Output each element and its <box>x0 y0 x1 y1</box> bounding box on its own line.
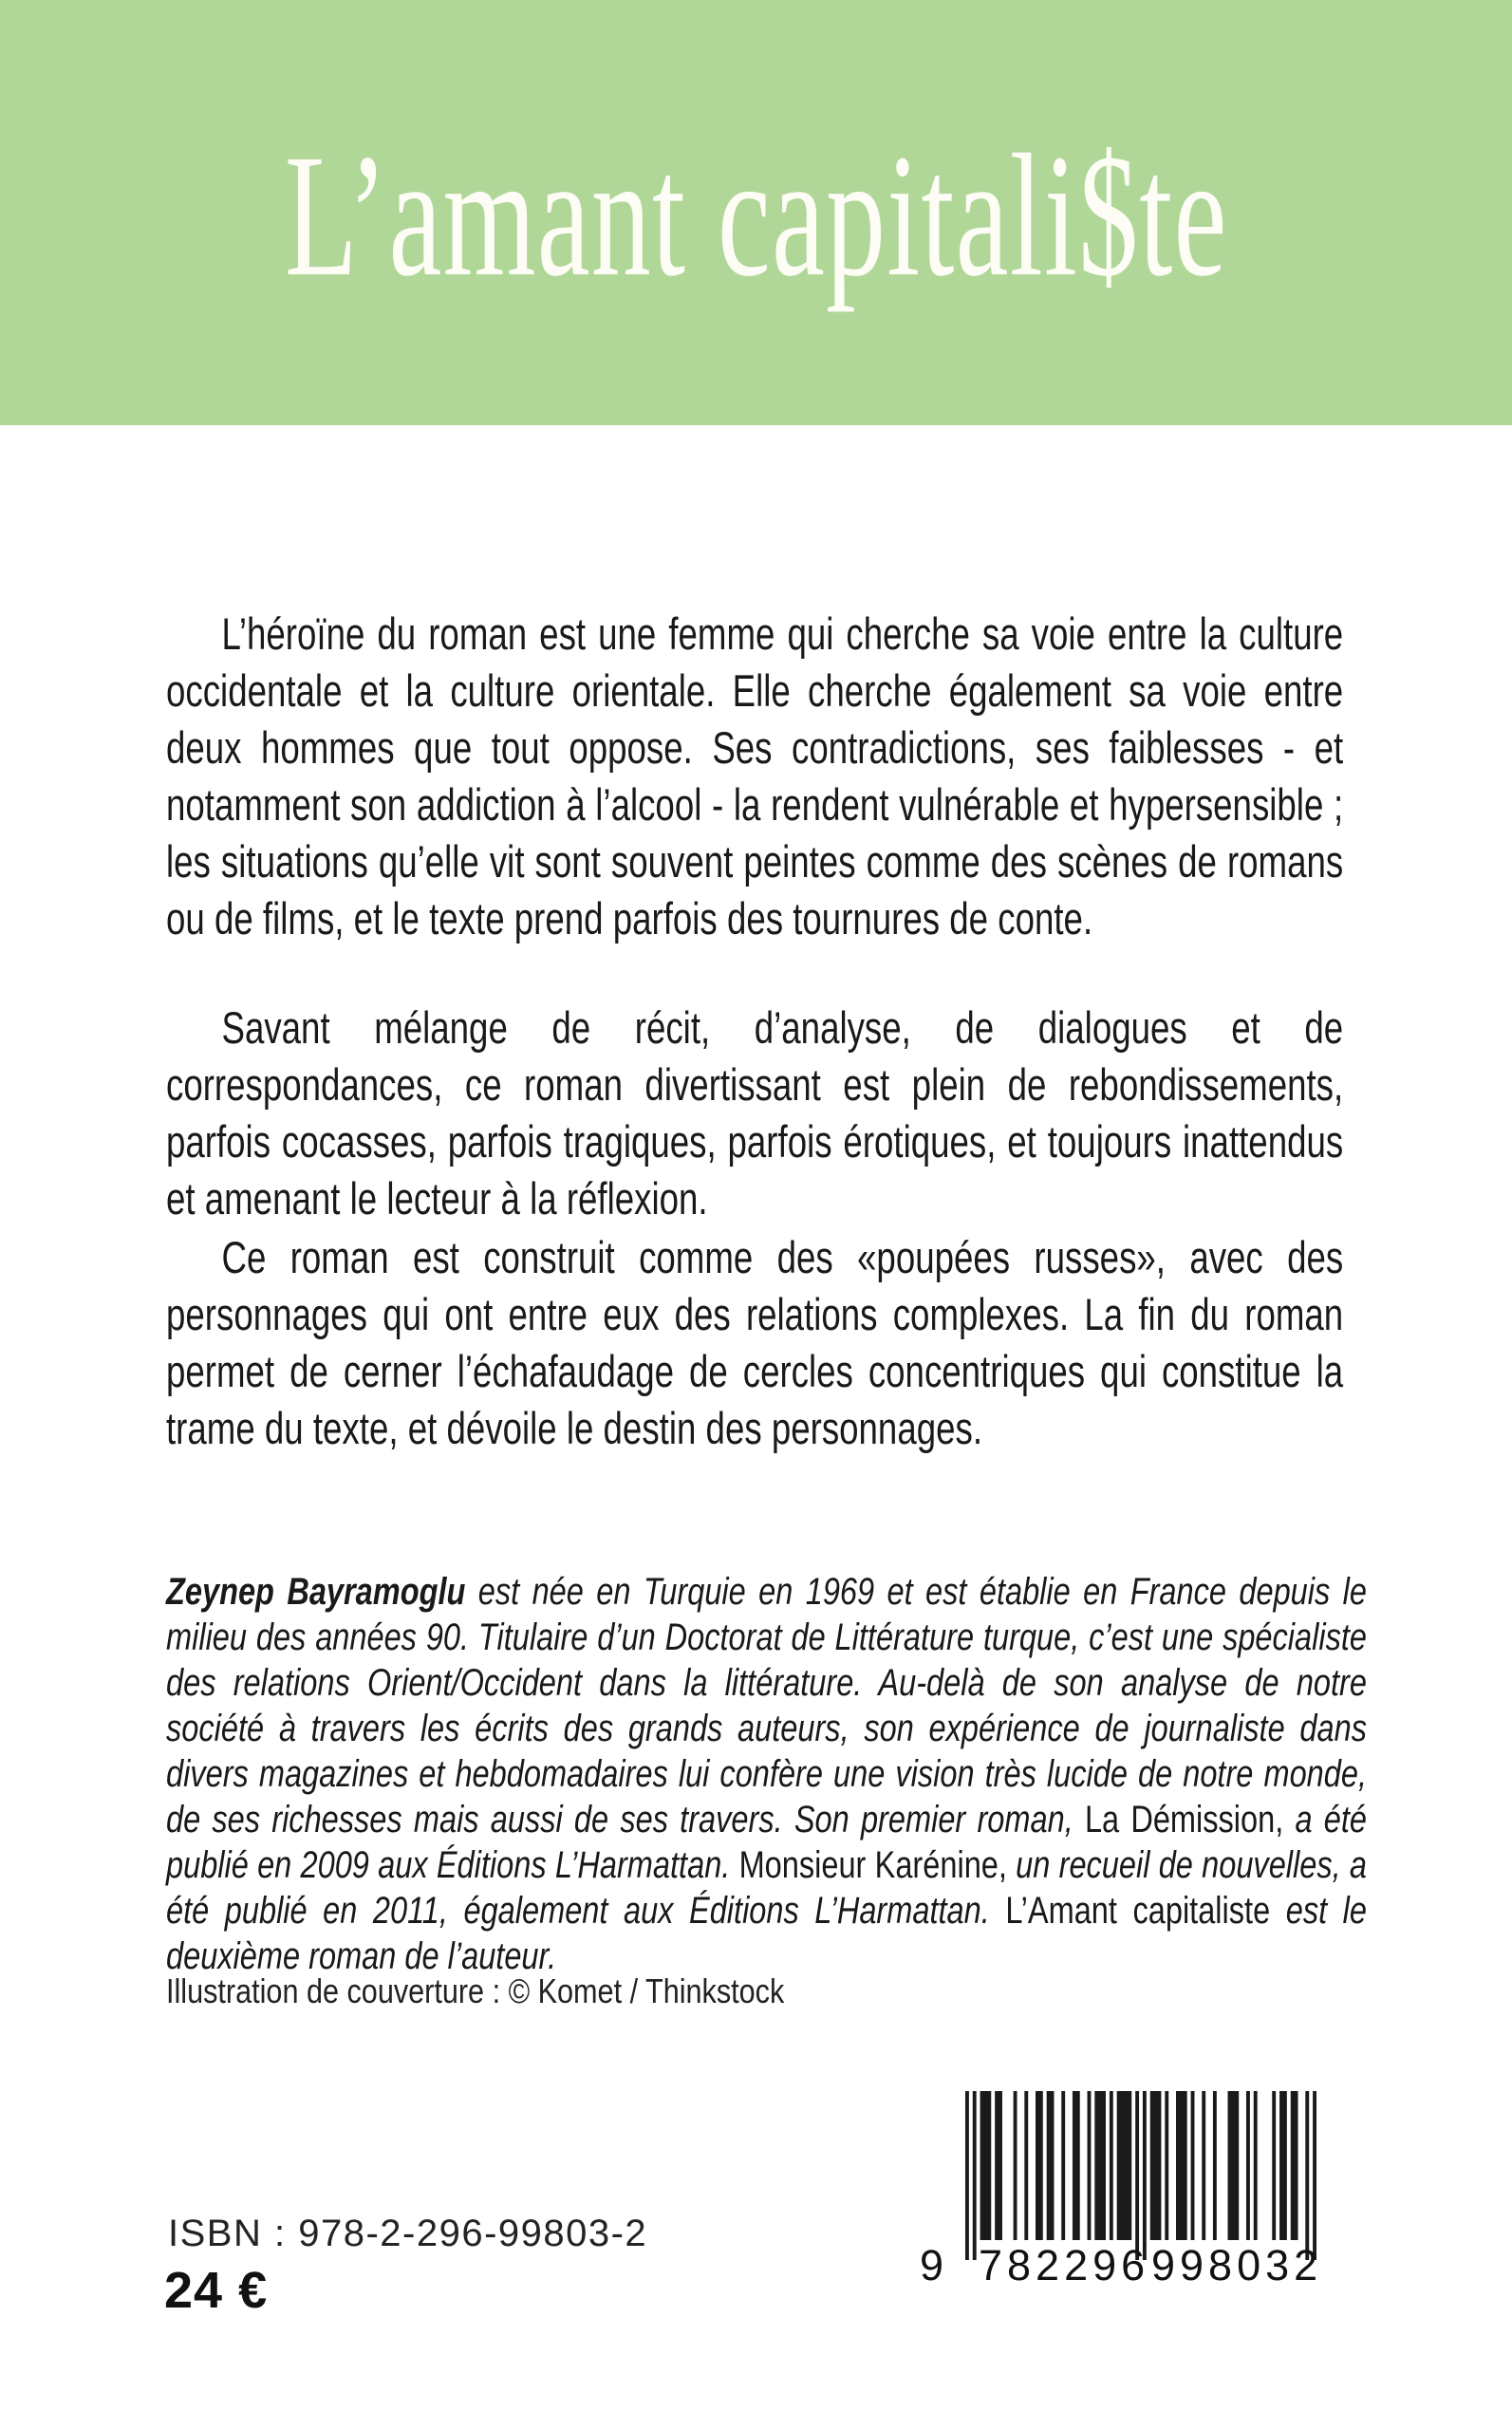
barcode-bar <box>1143 2091 1147 2260</box>
barcode <box>920 2091 1323 2289</box>
barcode-bar <box>1246 2091 1250 2240</box>
barcode-digits-left: 782296 <box>979 2241 1150 2289</box>
author-bio <box>166 1569 1367 1979</box>
barcode-digit-first: 9 <box>920 2241 949 2289</box>
barcode-bar <box>1213 2091 1217 2240</box>
barcode-bar <box>1036 2091 1043 2240</box>
barcode-digits-right: 998032 <box>1151 2241 1323 2289</box>
barcode-bar <box>1150 2091 1162 2240</box>
bio-segment: a été publié en 2009 aux Éditions L’Harmattan. <box>166 1799 1368 1886</box>
barcode-bar <box>995 2091 1002 2240</box>
barcode-bar <box>1176 2091 1187 2240</box>
synopsis-paragraph-2: Savant mélange de récit, d’analyse, de dialogues et de correspondances, ce roman divertissant est plein de rebondissements, parfois cocasses, parfois tragiques, parfois érotiques, et toujours inattendus et amenant le lecteur à la réflexion. <box>166 1002 1344 1224</box>
barcode-bar <box>1279 2091 1287 2240</box>
barcode-bar <box>1272 2091 1276 2240</box>
barcode-bar <box>1094 2091 1106 2240</box>
barcode-bar <box>1202 2091 1205 2240</box>
barcode-bar <box>1014 2091 1017 2240</box>
book-title <box>0 121 1512 311</box>
book-title-text: L’amant capitali$te <box>284 119 1228 313</box>
barcode-bar <box>1110 2091 1113 2240</box>
bio-segment: Zeynep Bayramoglu <box>166 1571 466 1613</box>
barcode-bar <box>1291 2091 1298 2240</box>
barcode-bar <box>1165 2091 1168 2240</box>
bio-segment: un recueil de nouvelles, a été publié en 2011, également aux Éditions L’Harmattan. <box>166 1844 1367 1932</box>
barcode-bar <box>1024 2091 1028 2240</box>
barcode-bar <box>1305 2091 1309 2260</box>
barcode-bar <box>1191 2091 1195 2240</box>
barcode-bar <box>965 2091 969 2260</box>
barcode-bar <box>1088 2091 1092 2240</box>
bio-segment: est le deuxième roman de l’auteur. <box>166 1890 1368 1977</box>
barcode-bar <box>1228 2091 1240 2240</box>
bio-segment: L’Amant capitaliste <box>1005 1890 1271 1932</box>
barcode-bar <box>973 2091 977 2260</box>
bio-segment: La Démission, <box>1084 1799 1284 1840</box>
bio-segment: Monsieur Karénine, <box>738 1844 1007 1886</box>
barcode-bar <box>980 2091 992 2240</box>
barcode-bar <box>1254 2091 1258 2240</box>
bio-segment: est née en Turquie en 1969 et est établie en France depuis le milieu des années 90. Titulaire d’un Doctorat de Littérature turque, c’est une spécialiste des relations Orient/Occident dans la littérature. Au-delà de son analyse de notre société à travers les écrits des grands auteurs, son expérience de journaliste dans divers magazines et hebdomadaires lui confère une vision très lucide de notre monde, de ses richesses mais aussi de ses travers. Son premier roman, <box>166 1571 1368 1840</box>
isbn-text: ISBN : 978-2-296-99803-2 <box>168 2213 648 2254</box>
synopsis-paragraph-3: Ce roman est construit comme des «poupées russes», avec des personnages qui ont entre eux des relations complexes. La fin du roman permet de cerner l’échafaudage de cercles concentriques qui constitue la trame du texte, et dévoile le destin des personnages. <box>166 1232 1344 1453</box>
synopsis-paragraph-1: L’héroïne du roman est une femme qui cherche sa voie entre la culture occidentale et la culture orientale. Elle cherche également sa voie entre deux hommes que tout oppose. Ses contradictions, ses faiblesses - et notamment son addiction à l’alcool - la rendent vulnérable et hypersensible ; les situations qu’elle vit sont souvent peintes comme des scènes de romans ou de films, et le texte prend parfois des tournures de conte. <box>166 608 1344 943</box>
barcode-bar <box>1117 2091 1132 2240</box>
price-text: 24 € <box>164 2262 269 2319</box>
barcode-bar <box>1073 2091 1080 2240</box>
barcode-bar <box>1061 2091 1065 2240</box>
cover-illustration-credit: Illustration de couverture : © Komet / Thinkstock <box>166 1971 785 2010</box>
barcode-bar <box>1313 2091 1316 2260</box>
barcode-bar <box>1047 2091 1055 2240</box>
barcode-bar <box>1135 2091 1139 2260</box>
barcode-bars <box>965 2091 1316 2260</box>
